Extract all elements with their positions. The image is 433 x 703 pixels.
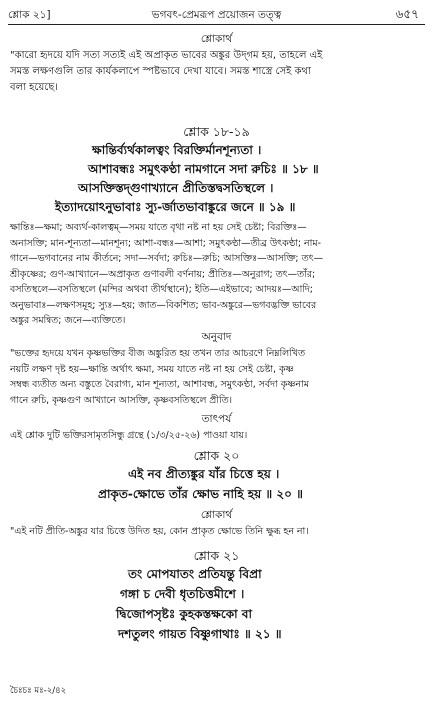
verse-line: ইত্যাদয়োঽনুভাবাঃ স্যু-র্জাতভাবাঙ্কুরে জনে ॥ ১৯ ॥ [55,200,296,214]
verse-heading: শ্লোক ২০ [193,448,240,463]
text-line: বসতিস্থলে—বসতিস্থলে (মন্দির অথবা তীর্থস্থানে); ইতি—এইভাবে; আদয়ঃ—আদি; [10,284,313,295]
text-line: "ভক্তের হৃদয়ে যখন কৃষ্ণভক্তির বীজ অঙ্কুরিত হয় তখন তার আচরণে নিম্নলিখিত [10,348,306,359]
text-line: অনাসক্তি; মান-শূন্যতা—মানশূন্য; আশা-বন্ধঃ—আশা; সমুৎকণ্ঠা—তীব্র উৎকণ্ঠা; নাম- [10,237,321,249]
text-line: অঙ্কুর সমন্বিত; জনে—ব্যক্তিতে। [10,315,126,326]
text-line: শ্রীকৃষ্ণের; গুণ-আখ্যানে—অপ্রাকৃত গুণাবলী বর্ণনায়; প্রীতিঃ—অনুরাগ; তৎ—তাঁর; [10,268,316,280]
verse-line: ক্ষান্তির্ব্যর্থকালত্বং বিরক্তির্মানশূন্যতা । [92,143,262,157]
verse-heading: শ্লোক ১৮-১৯ [183,124,250,139]
text-line: নয়টি লক্ষণ দৃষ্ট হয়—ক্ষান্তি অর্থাৎ ক্ষমা, সময় যাতে নষ্ট না হয় সেই চেষ্টা, কৃষ্ণ [10,363,294,375]
verse-line: প্রাকৃত-ক্ষোভে তাঁর ক্ষোভ নাহি হয় ॥ ২০ ॥ [98,487,303,501]
text-line: গানে—ভগবানের নাম কীর্তনে; সদা—সর্বদা; রুচিঃ—রুচি; আসক্তিঃ—আসক্তি; তৎ— [10,253,323,264]
translation-paragraph [10,48,425,96]
section-heading: শ্লোকার্থ [200,33,233,45]
translation-paragraph [10,524,425,540]
text-line: অনুভাবাঃ—লক্ষণসমূহ; স্যুঃ—হয়; জাত—বিকশিত; ভাব-অঙ্কুরে—ভগবদ্ভক্তি ভাবের [10,299,317,311]
verse-line: তং মোপযাতং প্রতিযন্তু বিপ্রা [128,567,262,581]
text-line: সমস্ত লক্ষণগুলি তার কার্যকলাপে স্পষ্টভাবে দেখা যাবে। সমস্ত শাস্ত্রে সেই কথা [10,66,311,77]
text-line: গানে রুচি, কৃষ্ণগুণ আখ্যানে আসক্তি, কৃষ্ণবসতিস্থলে প্রীতি। [10,394,233,406]
text-line: "এই নটি প্রীতি-অঙ্কুর যার চিত্তে উদিত হয়, কোন প্রাকৃত ক্ষোভে তিনি ক্ষুব্ধ হন না। [10,526,309,537]
text-line: "কারো হৃদয়ে যদি সত্য সত্যই এই অপ্রাকৃত ভাবের অঙ্কুর উদ্‌গম হয়, তাহলে এই [10,50,323,61]
text-line: ক্ষান্তিঃ—ক্ষমা; অব্যর্থ-কালত্বম্—সময় যাতে বৃথা নষ্ট না হয় সেই চেষ্টা; বিরক্তিঃ— [10,222,307,233]
page-number: ৬৫৭ [395,7,419,21]
text-line: সম্বন্ধ ব্যতীত অন্য বস্তুতে বৈরাগ্য, মান শূন্যতা, আশাবন্ধ, সমুৎকণ্ঠা, সর্বদা কৃষ্ণনাম [10,379,309,390]
translation-paragraph [10,346,425,408]
footer-reference: চৈঃচঃ মঃ-২/৪২ [10,686,67,696]
verse-line: এই নব প্রীত্যঙ্কুর যাঁর চিত্তে হয় । [128,467,280,481]
running-header [8,6,425,24]
section-heading: তাৎপর্য [201,413,232,425]
verse-line: আশাবন্ধঃ সমুৎকণ্ঠা নামগানে সদা রুচিঃ ॥ ১৮ ॥ [88,162,319,176]
verse-line: আসক্তিস্তদ্‌গুণাখ্যানে প্রীতিস্তদ্বসতিস্থলে । [78,181,274,195]
section-heading: অনুবাদ [201,331,232,343]
purport-paragraph [10,428,425,444]
section-heading: শ্লোকার্থ [200,509,233,521]
verse-line: গঙ্গা চ দেবী ধৃতচিত্তমীশে । [120,587,245,601]
text-line: এই শ্লোক দুটি ভক্তিরসামৃতসিন্ধু গ্রন্থে (১/৩/২৫-২৬) পাওয়া যায়। [10,430,248,441]
verse-heading: শ্লোক ২১ [193,548,240,563]
verse-line: দশতুলং গায়ত বিষ্ণুগাথাঃ ॥ ২১ ॥ [118,627,282,641]
verse-line: দ্বিজোপসৃষ্টঃ কুহকস্তক্ষকো বা [116,607,252,621]
text-line: বলা হয়েছে। [10,82,58,93]
header-rule [8,24,425,25]
header-title: ভগবৎ-প্রেমরূপ প্রয়োজন তত্ত্ব [151,9,282,21]
synonyms-paragraph [10,220,425,329]
header-verse-ref: শ্লোক ২১] [8,9,51,21]
